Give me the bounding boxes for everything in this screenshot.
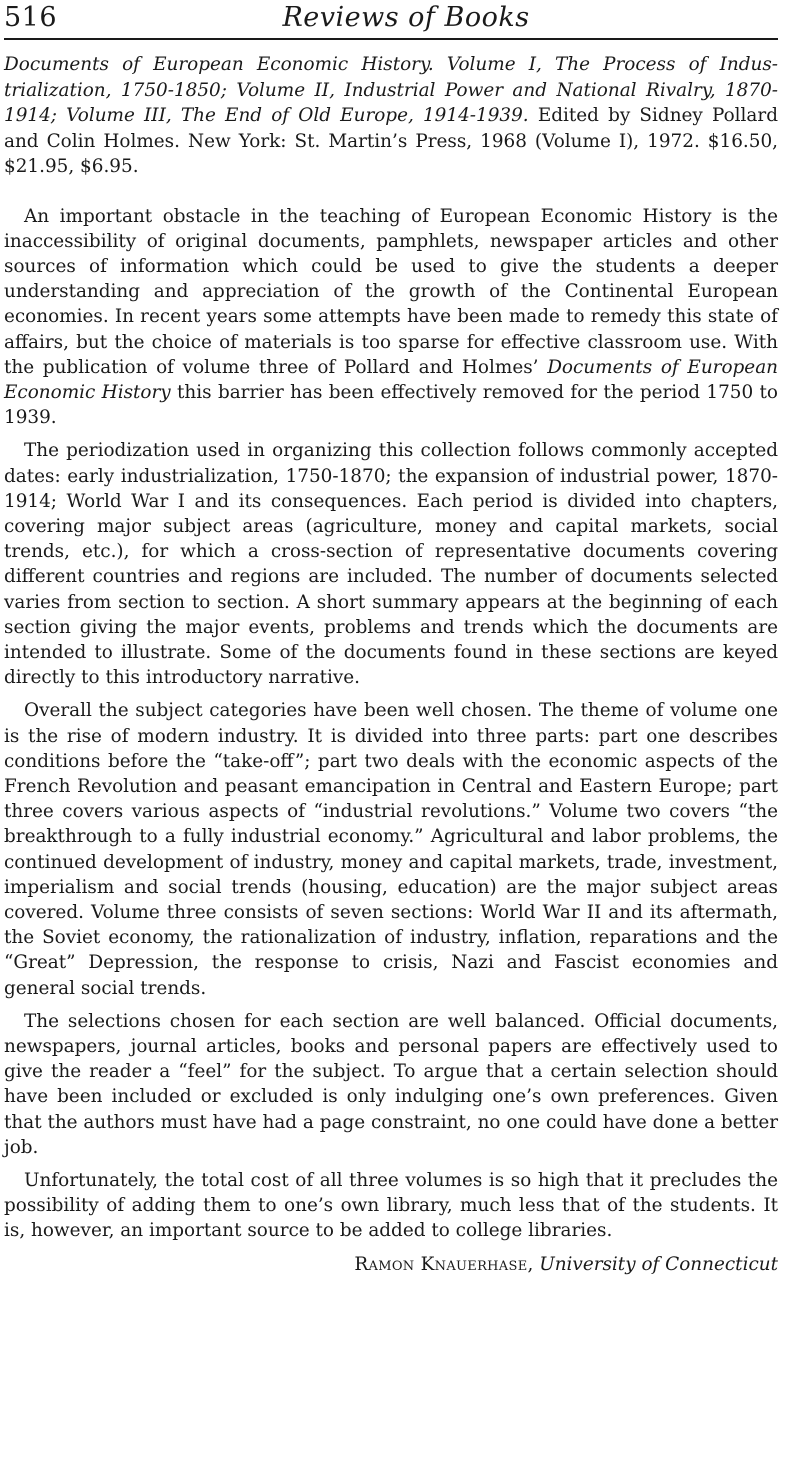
page-number: 516: [4, 2, 58, 33]
signature-separator: ,: [527, 1253, 540, 1275]
review-paragraph-4: The selections chosen for each section are well balanced. Official documents, newspapers, journal articles, books and personal papers are effectively used to give the reader a “feel” for the subject. To argue that a certain selection should have been included or excluded is only indulging one’s own preferences. Given that the authors must have had a page constraint, no one could have done a better job.: [4, 1010, 778, 1158]
reviewer-signature: [4, 1252, 778, 1277]
paragraph-1-text-after: this barrier has been effectively removed for the period 1750 to 1939.: [4, 381, 778, 429]
review-body: [4, 204, 778, 1244]
reviewer-affiliation: University of Connecticut: [539, 1253, 778, 1275]
book-titles: Documents of European Economic History. Volume I, The Process of Industrialization, 1750-1850; Volume II, Industrial Power and National Rivalry, 1870-1914; Volume III, The End of Old Europe, 1914-1939.: [4, 54, 778, 126]
paragraph-1-text-before: An important obstacle in the teaching of European Economic History is the inaccessibility of original documents, pamphlets, newspaper articles and other sources of information which could be used to give the students a deeper understanding and appreciation of the growth of the Continental European economies. In recent years some attempts have been made to remedy this state of affairs, but the choice of materials is too sparse for effective classroom use. With the publication of volume three of Pollard and Holmes’: [4, 205, 778, 378]
reviewer-name: Ramon Knauerhase: [354, 1253, 528, 1275]
book-citation: [4, 52, 778, 180]
review-paragraph-3: Overall the subject categories have been well chosen. The theme of volume one is the rise of modern industry. It is divided into three parts: part one describes conditions before the “take-off”; part two deals with the economic aspects of the French Revolution and peasant emancipation in Central and Eastern Europe; part three covers various aspects of “industrial revolutions.” Volume two covers “the breakthrough to a fully industrial economy.” Agricultural and labor problems, the continued development of industry, money and capital markets, trade, investment, imperialism and social trends (housing, education) are the major subject areas covered. Volume three consists of seven sections: World War II and its aftermath, the Soviet economy, the rationalization of industry, inflation, reparations and the “Great” Depression, the response to crisis, Nazi and Fascist economies and general social trends.: [4, 700, 778, 999]
paragraph-1-book-title: Documents of European Economic History: [4, 356, 779, 403]
review-paragraph-2: The periodization used in organizing this collection follows commonly accepted dates: early industrialization, 1750-1870; the expansion of industrial power, 1870-1914; World War I and its consequences. Each period is divided into chapters, covering major subject areas (agriculture, money and capital markets, social trends, etc.), for which a cross-section of representative documents covering different countries and regions are included. The number of documents selected varies from section to section. A short summary appears at the beginning of each section giving the major events, problems and trends which the documents are intended to illustrate. Some of the documents found in these sections are keyed directly to this introductory narrative.: [4, 440, 778, 689]
book-publication-details: Edited by Sidney Pollard and Colin Holmes. New York: St. Martin’s Press, 1968 (Volume I), 1972. $16.50, $21.95, $6.95.: [4, 105, 778, 177]
journal-page: [4, 0, 778, 1277]
section-title: Reviews of Books: [282, 2, 530, 33]
review-paragraph-1: [4, 204, 778, 431]
review-paragraph-5: Unfortunately, the total cost of all three volumes is so high that it precludes the possibility of adding them to one’s own library, much less that of the students. It is, however, an important source to be added to college libraries.: [4, 1170, 778, 1242]
running-head: [4, 0, 778, 40]
